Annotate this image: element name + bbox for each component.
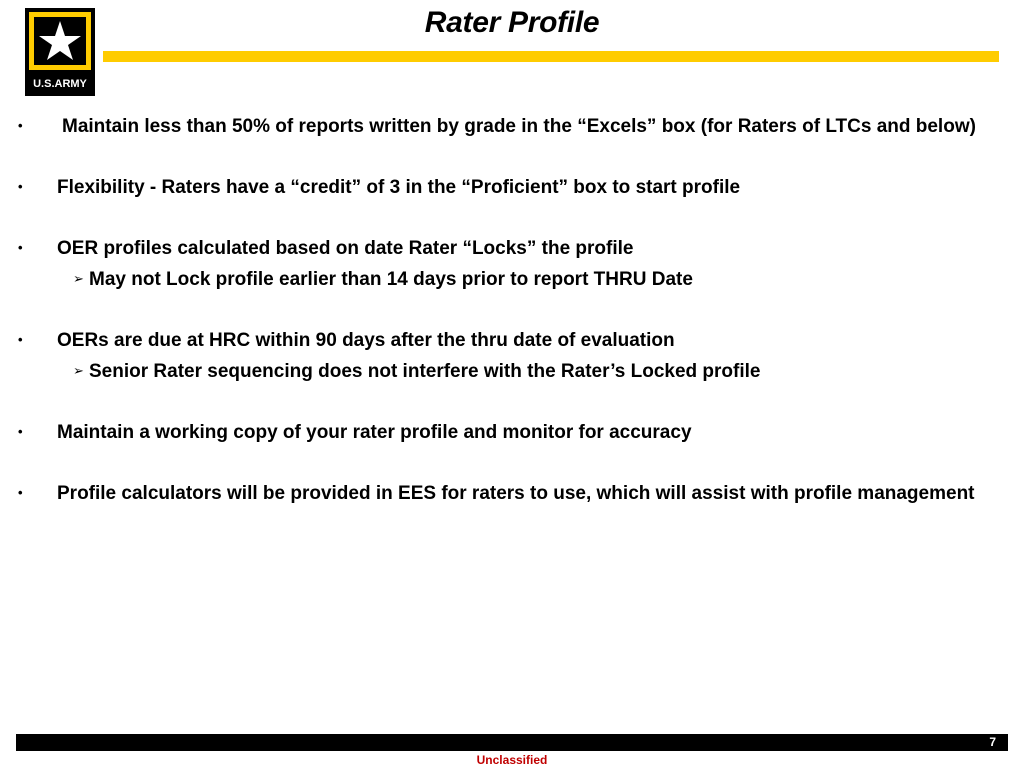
- bullet-text: Profile calculators will be provided in EES for raters to use, which will assist with profile management: [57, 483, 975, 504]
- sub-bullet-item-4: [18, 357, 1014, 388]
- bullet-icon: •: [18, 485, 23, 500]
- bullet-text: Maintain a working copy of your rater profile and monitor for accuracy: [57, 422, 692, 443]
- slide-title: Rater Profile: [424, 6, 600, 39]
- arrow-bullet-icon: ➢: [73, 363, 84, 378]
- bullet-icon: •: [18, 332, 23, 347]
- sub-bullet-text: Senior Rater sequencing does not interfere with the Rater’s Locked profile: [89, 361, 761, 382]
- bullet-item-1: [18, 112, 1014, 143]
- bullet-icon: •: [18, 118, 23, 133]
- title-underline-bar: [103, 51, 999, 62]
- arrow-bullet-icon: ➢: [73, 271, 84, 286]
- bullet-text: Maintain less than 50% of reports written by grade in the “Excels” box (for Raters of LTCs and below): [62, 116, 976, 137]
- bullet-item-4: [18, 326, 1014, 357]
- bullet-text: OERs are due at HRC within 90 days after the thru date of evaluation: [57, 330, 675, 351]
- logo-text: U.S.ARMY: [33, 78, 87, 90]
- sub-bullet-text: May not Lock profile earlier than 14 days prior to report THRU Date: [89, 269, 693, 290]
- bullet-icon: •: [18, 240, 23, 255]
- bullet-item-5: [18, 418, 1014, 449]
- bullet-item-3: [18, 234, 1014, 265]
- bullet-list: [18, 112, 1014, 510]
- bullet-icon: •: [18, 424, 23, 439]
- bullet-text: Flexibility - Raters have a “credit” of 3 in the “Proficient” box to start profile: [57, 177, 741, 198]
- bullet-icon: •: [18, 179, 23, 194]
- footer-bar: [16, 734, 1008, 751]
- sub-bullet-item-3: [18, 265, 1014, 296]
- bullet-text: OER profiles calculated based on date Rater “Locks” the profile: [57, 238, 634, 259]
- page-number: 7: [989, 735, 996, 749]
- bullet-item-2: [18, 173, 1014, 204]
- classification-label: Unclassified: [476, 753, 548, 767]
- bullet-item-6: [18, 479, 1014, 510]
